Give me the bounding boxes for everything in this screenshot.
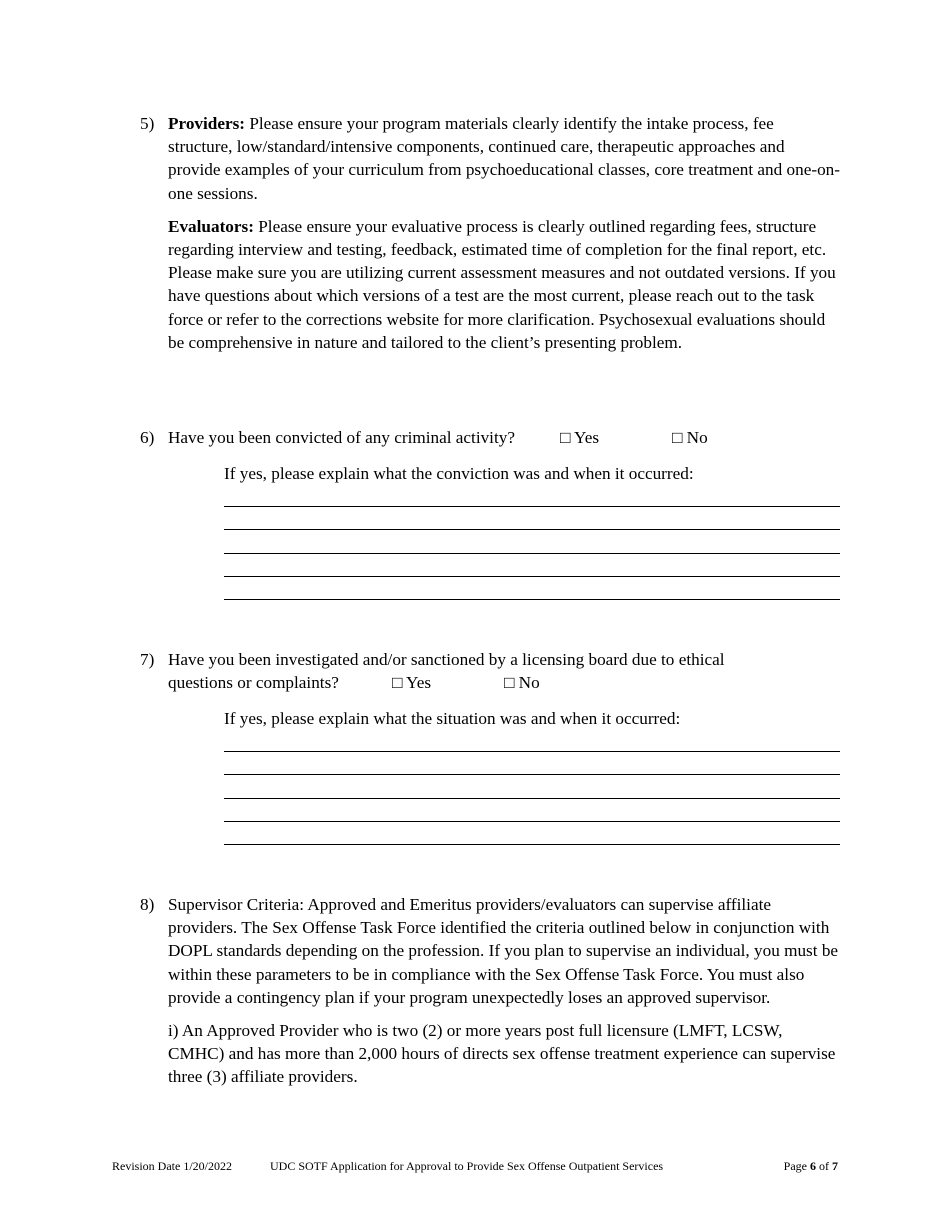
conviction-explain-label: If yes, please explain what the conviction was and when it occurred: [224, 464, 694, 483]
conviction-question: Have you been convicted of any criminal activity? [168, 428, 515, 447]
providers-label: Providers: [168, 114, 246, 133]
providers-text: Please ensure your program materials clearly identify the intake process, fee structure, low/standard/intensive components, continued care, therapeutic approaches and provide examples of your curriculum from psychoeducational classes, core treatment and one-on-one sessions. [168, 114, 840, 203]
conviction-no-checkbox[interactable]: □ No [672, 428, 708, 447]
licensing-answer-lines[interactable] [224, 729, 840, 845]
licensing-yes-checkbox[interactable]: □ Yes [392, 673, 432, 693]
item-7 [140, 648, 840, 694]
supervisor-criteria-i: i) An Approved Provider who is two (2) or more years post full licensure (LMFT, LCSW, CMHC) and has more than 2,000 hours of directs sex offense treatment experience can supervise three (3) affiliate providers. [168, 1021, 836, 1087]
footer-document-title: UDC SOTF Application for Approval to Provide Sex Offense Outpatient Services [270, 1159, 664, 1173]
item-number: 6) [140, 428, 155, 447]
evaluators-label: Evaluators: [168, 216, 254, 236]
footer-revision-date: Revision Date 1/20/2022 [112, 1159, 232, 1173]
licensing-question-line2: questions or complaints? [168, 673, 339, 693]
item-number: 7) [140, 650, 155, 669]
item-5 [140, 112, 840, 354]
item-number: 8) [140, 895, 155, 914]
current-page: 6 [810, 1159, 816, 1173]
supervisor-criteria-paragraph: Supervisor Criteria: Approved and Emeritus providers/evaluators can supervise affiliate providers. The Sex Offense Task Force identified the criteria outlined below in conjunction with DOPL standards depending on the profession. If you plan to supervise an individual, you must be within these parameters to be in compliance with the Sex Offense Task Force. You must also provide a contingency plan if your program unexpectedly loses an approved supervisor. [168, 895, 839, 1007]
providers-paragraph [168, 112, 840, 205]
evaluators-text: Please ensure your evaluative process is clearly outlined regarding fees, structure regarding interview and testing, feedback, estimated time of completion for the final report, etc. Please make sure you are utilizing current assessment measures and not outdated versions. If you have questions about which versions of a test are the most current, please reach out to the task force or refer to the corrections website for more clarification. Psychosexual evaluations should be comprehensive in nature and tailored to the client’s presenting problem. [168, 216, 836, 352]
total-pages: 7 [832, 1159, 838, 1173]
licensing-explain-label: If yes, please explain what the situation was and when it occurred: [224, 709, 681, 728]
item-number: 5) [140, 114, 155, 133]
evaluators-paragraph [168, 215, 840, 354]
licensing-question-line1: Have you been investigated and/or sanctioned by a licensing board due to ethical [168, 650, 725, 669]
conviction-answer-lines[interactable] [224, 484, 840, 600]
conviction-yes-checkbox[interactable]: □ Yes [560, 428, 600, 447]
item-8 [140, 893, 840, 1089]
licensing-no-checkbox[interactable]: □ No [504, 673, 540, 693]
footer-page-number: Page 6 of 7 [783, 1159, 838, 1173]
item-6 [140, 426, 840, 449]
